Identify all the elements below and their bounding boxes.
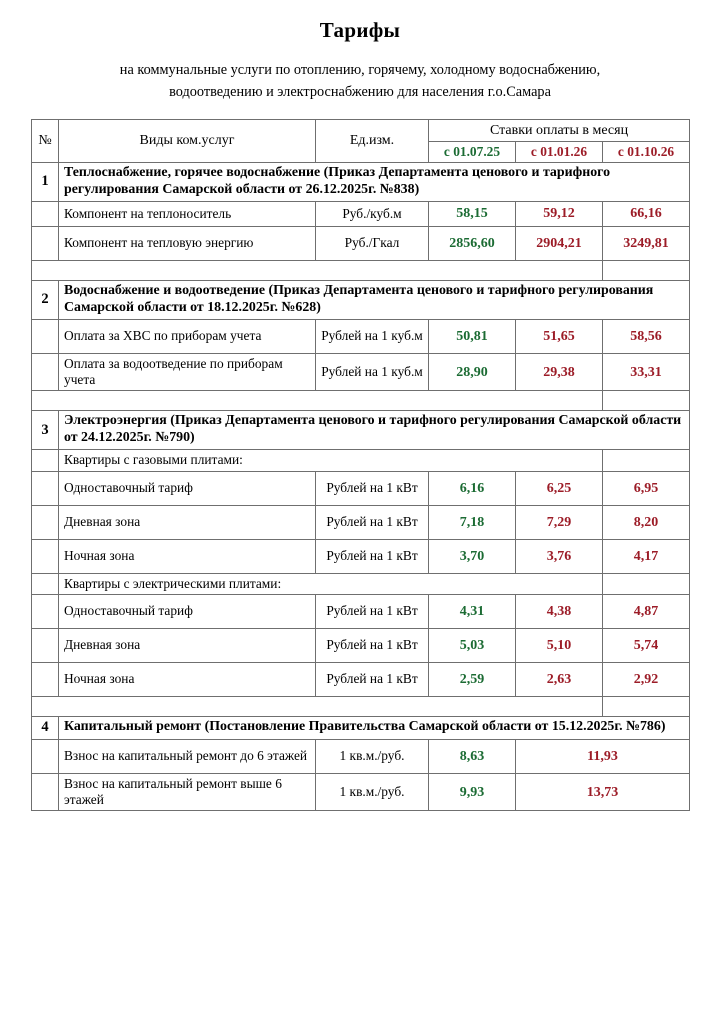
header-unit: Ед.изм.	[316, 119, 429, 162]
row-spacer-cell	[32, 773, 59, 811]
row-spacer-cell	[32, 201, 59, 226]
section-number-3: 3	[32, 411, 59, 450]
row-value-2: 2,63	[516, 663, 603, 697]
row-value-1: 28,90	[429, 353, 516, 391]
section-heading-row	[32, 717, 690, 740]
row-label: Ночная зона	[59, 539, 316, 573]
row-label: Оплата за водоотведение по приборам учета	[59, 353, 316, 391]
section-heading-row	[32, 162, 690, 201]
section-heading-1: Теплоснабжение, горячее водоснабжение (Приказ Департамента ценового и тарифного регулирования Самарской области от 26.12.2025г. №838)	[59, 162, 690, 201]
row-unit: Рублей на 1 куб.м	[316, 353, 429, 391]
row-spacer-cell	[32, 629, 59, 663]
section-spacer-row	[32, 391, 690, 411]
section-heading-row	[32, 280, 690, 319]
table-row	[32, 595, 690, 629]
row-unit: Руб./Гкал	[316, 226, 429, 260]
row-value-3: 5,74	[603, 629, 690, 663]
row-unit: Рублей на 1 кВт	[316, 629, 429, 663]
row-value-2: 2904,21	[516, 226, 603, 260]
row-unit: Рублей на 1 кВт	[316, 595, 429, 629]
spacer-cell-right	[603, 697, 690, 717]
row-value-1: 6,16	[429, 471, 516, 505]
row-spacer-cell	[32, 471, 59, 505]
subtitle-line-2: водоотведению и электроснабжению для населения г.о.Самара	[169, 84, 551, 101]
row-value-3: 6,95	[603, 471, 690, 505]
header-rate-date-2: с 01.01.26	[516, 141, 603, 162]
header-rate-date-3: с 01.10.26	[603, 141, 690, 162]
row-label: Ночная зона	[59, 663, 316, 697]
table-row	[32, 629, 690, 663]
spacer-cell-right	[603, 391, 690, 411]
row-value-2: 13,73	[516, 773, 690, 811]
row-value-1: 3,70	[429, 539, 516, 573]
row-unit: Руб./куб.м	[316, 201, 429, 226]
subhead-spacer-cell	[603, 450, 690, 471]
row-label: Дневная зона	[59, 629, 316, 663]
row-value-1: 4,31	[429, 595, 516, 629]
row-value-3: 33,31	[603, 353, 690, 391]
row-spacer-cell	[32, 226, 59, 260]
row-spacer-cell	[32, 353, 59, 391]
row-label: Компонент на тепловую энергию	[59, 226, 316, 260]
row-unit: Рублей на 1 кВт	[316, 505, 429, 539]
page-title: Тарифы	[319, 18, 401, 42]
table-row	[32, 663, 690, 697]
table-row	[32, 201, 690, 226]
row-value-1: 2856,60	[429, 226, 516, 260]
table-row	[32, 739, 690, 773]
subheading-gas-stoves: Квартиры с газовыми плитами:	[59, 450, 603, 471]
row-value-2: 4,38	[516, 595, 603, 629]
row-label: Дневная зона	[59, 505, 316, 539]
spacer-cell-left	[32, 697, 603, 717]
row-value-3: 8,20	[603, 505, 690, 539]
section-number-1: 1	[32, 162, 59, 201]
row-value-3: 3249,81	[603, 226, 690, 260]
row-spacer-cell	[32, 573, 59, 594]
row-value-1: 58,15	[429, 201, 516, 226]
row-label: Одноставочный тариф	[59, 595, 316, 629]
section-heading-2: Водоснабжение и водоотведение (Приказ Департамента ценового и тарифного регулирования Самарской области от 18.12.2025г. №628)	[59, 280, 690, 319]
row-value-2: 51,65	[516, 319, 603, 353]
page-subtitle	[60, 59, 660, 103]
row-value-1: 2,59	[429, 663, 516, 697]
section-heading-row	[32, 411, 690, 450]
table-row	[32, 319, 690, 353]
row-spacer-cell	[32, 319, 59, 353]
table-header-row	[32, 119, 690, 141]
row-value-2: 29,38	[516, 353, 603, 391]
section-heading-3: Электроэнергия (Приказ Департамента ценового и тарифного регулирования Самарской области от 24.12.2025г. №790)	[59, 411, 690, 450]
row-spacer-cell	[32, 539, 59, 573]
row-value-1: 9,93	[429, 773, 516, 811]
row-unit: 1 кв.м./руб.	[316, 773, 429, 811]
header-service: Виды ком.услуг	[59, 119, 316, 162]
row-value-2: 3,76	[516, 539, 603, 573]
section-number-2: 2	[32, 280, 59, 319]
tariffs-table	[31, 119, 690, 812]
subhead-spacer-cell	[603, 573, 690, 594]
spacer-cell-right	[603, 260, 690, 280]
table-row	[32, 505, 690, 539]
row-spacer-cell	[32, 595, 59, 629]
row-label: Взнос на капитальный ремонт выше 6 этажей	[59, 773, 316, 811]
row-value-3: 4,87	[603, 595, 690, 629]
table-row	[32, 773, 690, 811]
row-spacer-cell	[32, 663, 59, 697]
row-unit: Рублей на 1 кВт	[316, 663, 429, 697]
section-spacer-row	[32, 260, 690, 280]
subtitle-line-1: на коммунальные услуги по отоплению, горячему, холодному водоснабжению,	[119, 62, 601, 79]
row-spacer-cell	[32, 505, 59, 539]
row-spacer-cell	[32, 739, 59, 773]
row-label: Взнос на капитальный ремонт до 6 этажей	[59, 739, 316, 773]
row-value-1: 8,63	[429, 739, 516, 773]
header-rates-group: Ставки оплаты в месяц	[429, 119, 690, 141]
header-num: №	[32, 119, 59, 162]
section-spacer-row	[32, 697, 690, 717]
section-number-4: 4	[32, 717, 59, 740]
row-label: Оплата за ХВС по приборам учета	[59, 319, 316, 353]
row-value-1: 50,81	[429, 319, 516, 353]
row-value-2: 5,10	[516, 629, 603, 663]
section-heading-4: Капитальный ремонт (Постановление Правительства Самарской области от 15.12.2025г. №786)	[59, 717, 690, 740]
row-value-1: 7,18	[429, 505, 516, 539]
row-unit: Рублей на 1 куб.м	[316, 319, 429, 353]
row-label: Компонент на теплоноситель	[59, 201, 316, 226]
row-value-2: 59,12	[516, 201, 603, 226]
row-value-2: 11,93	[516, 739, 690, 773]
subsection-heading-row	[32, 450, 690, 471]
row-spacer-cell	[32, 450, 59, 471]
row-value-2: 6,25	[516, 471, 603, 505]
header-rate-date-1: с 01.07.25	[429, 141, 516, 162]
table-row	[32, 539, 690, 573]
row-value-3: 2,92	[603, 663, 690, 697]
row-label: Одноставочный тариф	[59, 471, 316, 505]
spacer-cell-left	[32, 391, 603, 411]
row-unit: 1 кв.м./руб.	[316, 739, 429, 773]
table-row	[32, 471, 690, 505]
row-value-1: 5,03	[429, 629, 516, 663]
subsection-heading-row	[32, 573, 690, 594]
row-unit: Рублей на 1 кВт	[316, 471, 429, 505]
table-row	[32, 353, 690, 391]
table-row	[32, 226, 690, 260]
spacer-cell-left	[32, 260, 603, 280]
row-value-3: 58,56	[603, 319, 690, 353]
subheading-electric-stoves: Квартиры с электрическими плитами:	[59, 573, 603, 594]
row-value-2: 7,29	[516, 505, 603, 539]
row-unit: Рублей на 1 кВт	[316, 539, 429, 573]
row-value-3: 66,16	[603, 201, 690, 226]
row-value-3: 4,17	[603, 539, 690, 573]
